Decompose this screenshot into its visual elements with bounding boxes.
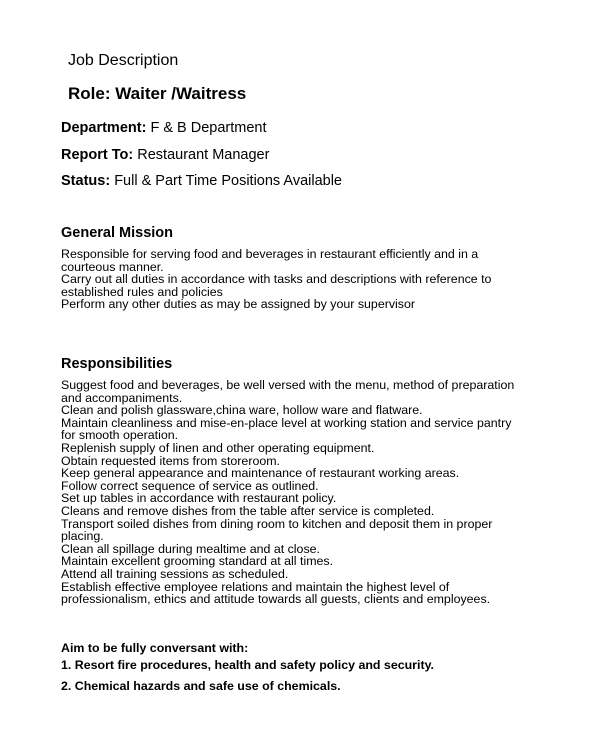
field-value: Full & Part Time Positions Available (114, 173, 342, 189)
text-line: Transport soiled dishes from dining room to kitchen and deposit them in proper (61, 516, 493, 531)
text-line: Establish effective employee relations and maintain the highest level of (61, 579, 450, 594)
department-field (61, 120, 266, 137)
text-line: Set up tables in accordance with restaurant policy. (61, 491, 337, 506)
general-mission-text (61, 248, 581, 311)
text-line: Cleans and remove dishes from the table after service is completed. (61, 503, 435, 518)
text-line: Follow correct sequence of service as outlined. (61, 478, 319, 493)
report-to-field (61, 147, 269, 164)
text-line: and accompaniments. (61, 390, 183, 405)
text-line: Suggest food and beverages, be well versed with the menu, method of preparation (61, 378, 515, 392)
text-line: for smooth operation. (61, 428, 179, 443)
status-field (61, 173, 342, 190)
text-line: Clean and polish glassware,china ware, hollow ware and flatware. (61, 403, 423, 418)
text-line: Keep general appearance and maintenance of restaurant working areas. (61, 466, 460, 481)
text-line: professionalism, ethics and attitude towards all guests, clients and employees. (61, 592, 491, 607)
text-line: placing. (61, 529, 104, 544)
text-line: Replenish supply of linen and other operating equipment. (61, 440, 375, 455)
text-line: Maintain excellent grooming standard at all times. (61, 554, 334, 569)
text-line: Perform any other duties as may be assigned by your supervisor (61, 297, 415, 312)
text-line: Obtain requested items from storeroom. (61, 453, 280, 468)
aim-heading: Aim to be fully conversant with: (61, 641, 249, 655)
general-mission-heading: General Mission (61, 225, 174, 241)
text-line: Attend all training sessions as scheduled. (61, 566, 289, 581)
text-line: Clean all spillage during mealtime and at close. (61, 541, 320, 556)
field-label: Report To: (61, 147, 134, 163)
field-value: Restaurant Manager (137, 147, 270, 163)
field-value: F & B Department (150, 120, 267, 136)
aim-item: 1. Resort fire procedures, health and safety policy and security. (61, 658, 434, 672)
text-line: courteous manner. (61, 259, 164, 274)
truncated-text: 2. Chemical hazards and safe use of chemicals. (61, 679, 341, 693)
responsibilities-heading: Responsibilities (61, 356, 173, 372)
text-line: established rules and policies (61, 284, 223, 299)
truncated-line (61, 675, 341, 693)
text-line: Maintain cleanliness and mise-en-place level at working station and service pantry (61, 415, 512, 430)
role-title: Role: Waiter /Waitress (68, 84, 247, 103)
field-label: Status: (61, 173, 111, 189)
field-label: Department: (61, 120, 147, 136)
document-label: Job Description (68, 52, 179, 69)
text-line: Responsible for serving food and beverages in restaurant efficiently and in a (61, 247, 479, 261)
text-line: Carry out all duties in accordance with tasks and descriptions with reference to (61, 272, 492, 287)
responsibilities-text (61, 379, 581, 606)
